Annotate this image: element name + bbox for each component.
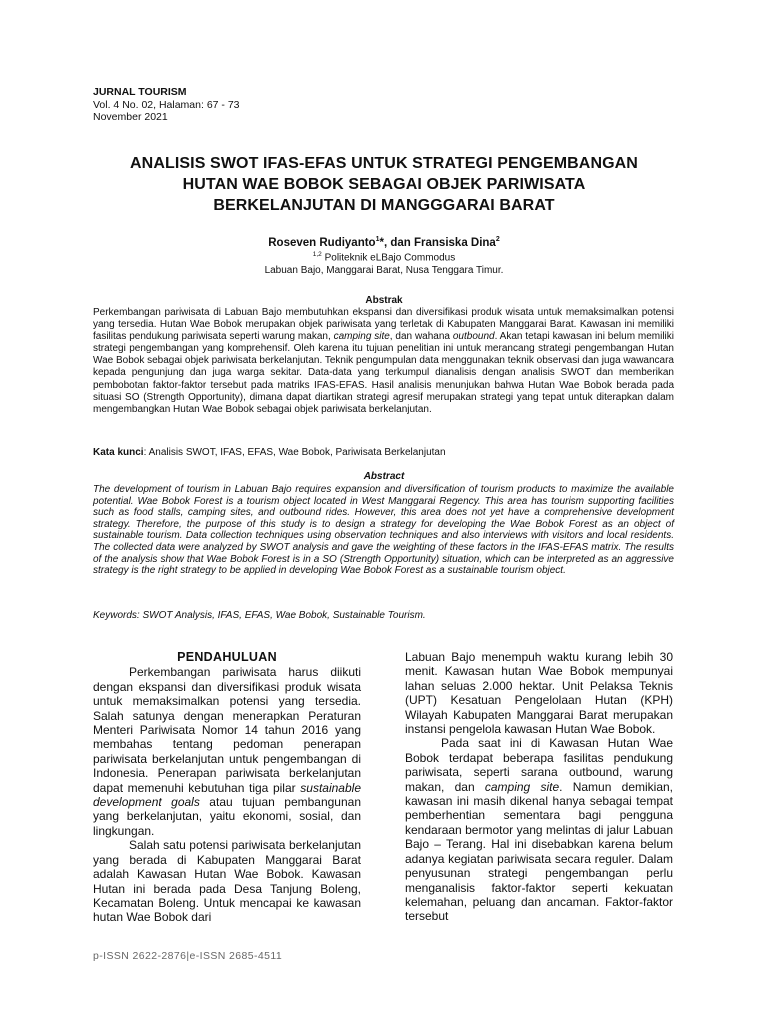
abstract-heading: Abstract bbox=[363, 471, 405, 482]
abstrak-segment: , dan wahana bbox=[389, 331, 453, 343]
paragraph-segment: . Namun demikian, kawasan ini masih dikenal hanya sebagai tempat pemberhentian sementara bagi pengguna kendaraan bermotor yang melintas di jalur Labuan Bajo – Terang. Hal ini disebabkan karena belum adanya kegiatan pariwisata secara reguler. Dalam penyusunan strategi pengembangan perlu menganalisis faktor-faktor seperti kekuatan kelemahan, peluang dan ancaman. Faktor-faktor tersebut bbox=[405, 779, 673, 924]
paragraph-italic: sustainable development goals bbox=[93, 780, 361, 810]
journal-header bbox=[93, 86, 240, 124]
section-heading: PENDAHULUAN bbox=[177, 650, 277, 664]
paragraph-segment: Pada saat ini di Kawasan Hutan Wae Bobok terdapat beberapa fasilitas pendukung pariwisata, seperti sarana outbound, warung makan, dan bbox=[405, 736, 673, 794]
journal-name: JURNAL TOURISM bbox=[93, 86, 187, 98]
paragraph-segment: atau tujuan pembangunan yang berkelanjutan, yaitu ekonomi, sosial, dan lingkungan. bbox=[93, 795, 361, 838]
title-line: BERKELANJUTAN DI MANGGGARAI BARAT bbox=[213, 197, 555, 214]
affil-location: Labuan Bajo, Manggarai Barat, Nusa Tenggara Timur. bbox=[264, 265, 504, 277]
journal-volume: Vol. 4 No. 02, Halaman: 67 - 73 bbox=[93, 98, 240, 111]
abstract-text: The development of tourism in Labuan Bajo requires expansion and diversification of tourism products to maximize the available potential. Wae Bobok Forest is a tourism object located in West Manggarai Regency. This area has tourism supporting facilities such as food stalls, camping sites, and outbound rides. However, this area does not yet have a comprehensive development strategy. Therefore, the purpose of this study is to design a strategy for developing the Wae Bobok Forest as an object of sustainable tourism. Data collection techniques using observation techniques and also interviews with visitors and local residents. The collected data were analyzed by SWOT analysis and gave the weighting of these factors in the IFAS-EFAS matrix. The results of the analysis show that Wae Bobok Forest is in a SO (Strength Opportunity) situation, which can be interpreted as an aggressive strategy is the right strategy to be applied in developing Wae Bobok Forest as a sustainable tourism object. bbox=[93, 484, 674, 577]
kata-kunci bbox=[93, 447, 674, 459]
abstrak-segment: Perkembangan pariwisata di Labuan Bajo membutuhkan ekspansi dan diversifikasi produk wisata untuk memaksimalkan potensi yang tersedia. Hutan Wae Bobok merupakan objek pariwisata yang terletak di Kabupaten Manggarai Barat. Kawasan ini memiliki fasilitas pendukung pariwisata seperti warung makan, bbox=[93, 307, 674, 343]
journal-date: November 2021 bbox=[93, 111, 168, 123]
abstrak-italic: camping site bbox=[333, 331, 390, 343]
title-line: ANALISIS SWOT IFAS-EFAS UNTUK STRATEGI PENGEMBANGAN bbox=[130, 155, 638, 172]
title-line: HUTAN WAE BOBOK SEBAGAI OBJEK PARIWISATA bbox=[182, 176, 586, 193]
abstrak-segment: . Akan tetapi kawasan ini belum memiliki strategi pengembangan yang komprehensif. Oleh karena itu tujuan penelitian ini untuk merancang strategi pengembangan Hutan Wae Bobok sebagai objek pariwisata berkelanjutan. Teknik pengumpulan data menggunakan teknik observasi dan juga wawancara kepada pengunjung dan juga warga sekitar. Data-data yang terkumpul dianalisis dengan analisis SWOT dan memberikan pembobotan faktor-faktor tersebut pada matriks IFAS-EFAS. Hasil analisis menunjukan bahwa Hutan Wae Bobok berada pada situasi SO (Strength Opportunity), dimana dapat diartikan strategi agresif merupakan strategi yang tepat untuk diterapkan dalam mengembangkan Hutan Wae Bobok sebagai objek pariwisata berkelanjutan. bbox=[93, 331, 674, 415]
abstrak-heading: Abstrak bbox=[365, 295, 403, 306]
body-column-right bbox=[405, 650, 673, 924]
author-name: Fransiska Dina bbox=[414, 236, 496, 249]
paragraph-segment: Perkembangan pariwisata harus diikuti dengan ekspansi dan diversifikasi produk wisata untuk memaksimalkan potensi yang tersedia. Salah satunya dengan menerapkan Peraturan Menteri Pariwisata Nomor 14 tahun 2016 yang membahas tentang pedoman penerapan pariwisata berkelanjutan untuk pengembangan di Indonesia. Penerapan pariwisata berkelanjutan dapat memenuhi kebutuhan tiga pilar bbox=[93, 665, 361, 795]
affil-sup: 1,2 bbox=[312, 251, 322, 258]
issn-footer: p-ISSN 2622-2876|e-ISSN 2685-4511 bbox=[93, 950, 283, 962]
author-affil-sup: 2 bbox=[495, 236, 500, 243]
body-paragraph bbox=[93, 665, 361, 838]
affil-institution: Politeknik eLBajo Commodus bbox=[321, 252, 456, 264]
body-paragraph: Labuan Bajo menempuh waktu kurang lebih 30 menit. Kawasan hutan Wae Bobok mempunyai lahan seluas 2.000 hektar. Unit Pelaksa Teknis (UPT) Kesatuan Pengelolaan Hutan (KPH) Wilayah Kabupaten Manggarai Barat merupakan instansi pengelola kawasan Hutan Wae Bobok. bbox=[405, 650, 673, 737]
author-separator: *, dan bbox=[379, 236, 415, 249]
kata-kunci-label: Kata kunci bbox=[93, 447, 144, 458]
paragraph-italic: camping site bbox=[484, 779, 560, 794]
author-name: Roseven Rudiyanto bbox=[268, 236, 376, 249]
kata-kunci-text: : Analisis SWOT, IFAS, EFAS, Wae Bobok, Pariwisata Berkelanjutan bbox=[143, 447, 446, 458]
body-column-left bbox=[93, 650, 361, 925]
keywords: Keywords: SWOT Analysis, IFAS, EFAS, Wae Bobok, Sustainable Tourism. bbox=[93, 610, 426, 621]
author-affil-sup: 1 bbox=[375, 236, 380, 243]
abstrak-italic: outbound bbox=[452, 331, 495, 343]
body-paragraph bbox=[405, 736, 673, 923]
abstrak-text bbox=[93, 307, 674, 416]
affiliation bbox=[60, 248, 708, 277]
body-paragraph: Salah satu potensi pariwisata berkelanjutan yang berada di Kabupaten Manggarai Barat adalah Kawasan Hutan Wae Bobok. Kawasan Hutan ini berada pada Desa Tanjung Boleng, Kecamatan Boleng. Untuk mencapai ke kawasan hutan Wae Bobok dari bbox=[93, 838, 361, 925]
paper-title bbox=[60, 153, 708, 216]
